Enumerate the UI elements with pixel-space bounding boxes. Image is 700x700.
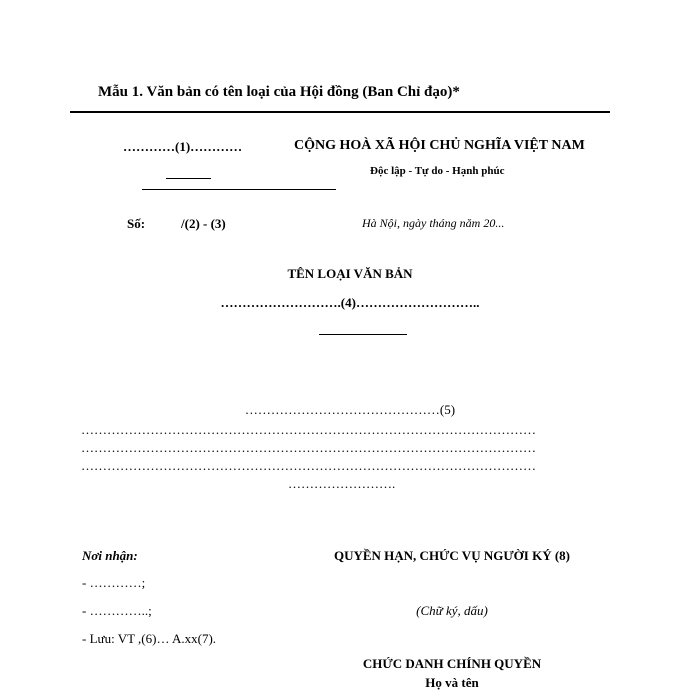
template-title: Mẫu 1. Văn bản có tên loại của Hội đồng (Ban Chỉ đạo)* bbox=[98, 84, 460, 100]
national-title: CỘNG HOÀ XÃ HỘI CHỦ NGHĨA VIỆT NAM bbox=[294, 138, 585, 153]
body-line-4: …………………………………………………………………………………………… bbox=[81, 458, 536, 473]
recipient-item-2: - …………..; bbox=[82, 603, 152, 618]
body-line-2: …………………………………………………………………………………………… bbox=[81, 422, 536, 437]
place-date: Hà Nội, ngày tháng năm 20... bbox=[362, 216, 505, 230]
summary-underline bbox=[319, 334, 407, 335]
national-motto: Độc lập - Tự do - Hạnh phúc bbox=[370, 165, 505, 177]
document-summary: ……………………….(4)……………………….. bbox=[220, 295, 480, 310]
signer-position: CHỨC DANH CHÍNH QUYỀN bbox=[362, 656, 542, 671]
document-type-title: TÊN LOẠI VĂN BẢN bbox=[287, 266, 413, 281]
recipients-label: Nơi nhận: bbox=[82, 548, 138, 563]
signer-name: Họ và tên bbox=[425, 675, 479, 690]
recipient-item-1: - …………; bbox=[82, 575, 146, 590]
body-line-5: ……………………. bbox=[288, 476, 396, 491]
signature-note: (Chữ ký, dấu) bbox=[416, 603, 488, 618]
number-value: /(2) - (3) bbox=[181, 216, 226, 231]
body-line-3: …………………………………………………………………………………………… bbox=[81, 440, 536, 455]
body-line-1: ………………………………………(5) bbox=[244, 402, 456, 417]
org-name: …………(1)………… bbox=[123, 139, 243, 154]
header-divider bbox=[142, 189, 336, 190]
signer-authority: QUYỀN HẠN, CHỨC VỤ NGƯỜI KÝ (8) bbox=[333, 548, 571, 563]
recipient-archive: - Lưu: VT ,(6)… A.xx(7). bbox=[82, 631, 217, 646]
org-underline bbox=[166, 178, 211, 179]
number-label: Số: bbox=[127, 216, 146, 231]
title-divider bbox=[70, 111, 610, 113]
